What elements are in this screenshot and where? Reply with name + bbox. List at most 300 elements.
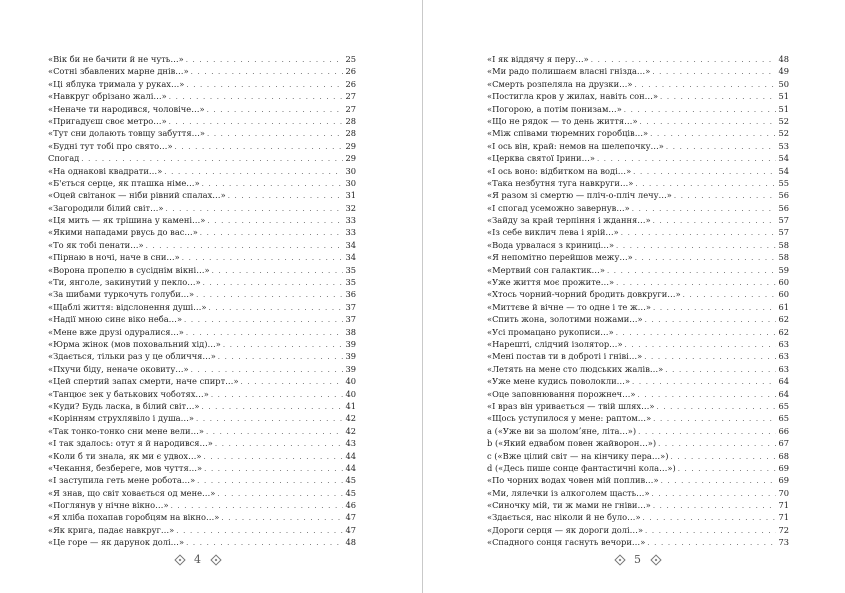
dot-leader [653,500,776,512]
toc-entry-page: 41 [345,400,356,411]
toc-entry-title: «Вік би не бачити й не чуть…» [48,54,184,64]
dot-leader [638,389,777,401]
toc-entry-title: «Пригадуєш своє метро…» [48,115,167,126]
toc-entry-title: b («Який едвабом повен жайворон…») [487,438,657,449]
toc-entry-title: «Ти, янголе, закинутий у пекло…» [48,277,201,288]
toc-entry-page: 31 [345,190,356,201]
dot-leader [645,525,776,537]
toc-entry-title: «І як віддячу я перу…» [487,54,589,64]
toc-entry-page: 40 [345,376,356,387]
dot-leader [683,289,776,301]
toc-entry [48,375,356,387]
toc-entry-title: «Спить жона, золотими ножами…» [487,314,643,325]
dot-leader [206,426,343,438]
toc-entry-title: «Навкруг обрізано жалі…» [48,91,167,102]
toc-entry-page: 42 [345,425,356,436]
toc-entry-title: «Неначе ти народився, чоловіче…» [48,103,205,114]
toc-entry [487,412,789,424]
toc-entry-page: 57 [778,227,789,238]
toc-entry-page: 52 [778,115,789,126]
dot-leader [184,314,343,326]
dot-leader [621,227,776,239]
toc-entry [48,499,356,511]
toc-entry-page: 47 [345,512,356,523]
dot-leader [656,401,776,413]
toc-entry-title: «І так здалось: отут я й народився…» [48,438,213,449]
toc-entry-page: 44 [345,450,356,461]
toc-entry-title: «І враз він уривається — твій шлях…» [487,400,655,411]
toc-entry-page: 60 [778,289,789,300]
diamond-ornament-icon [175,555,184,564]
toc-entry [487,177,789,189]
toc-entry-page: 27 [345,91,356,102]
dot-leader [207,215,343,227]
toc-entry-page: 61 [778,301,789,312]
toc-entry-page: 48 [778,54,789,64]
dot-leader [241,376,343,388]
toc-entry [48,487,356,499]
toc-entry-title: «Синочку мій, ти ж мами не гніви…» [487,500,651,511]
toc-entry-title: «Між співами тюремних горобців…» [487,128,649,139]
toc-entry-title: «Дороги серця — як дороги долі…» [487,524,644,535]
dot-leader [633,166,776,178]
toc-entry-title: a («Уже ви за шоломʼяне, літа…») [487,425,637,436]
toc-entry [48,536,356,548]
toc-entry [48,53,356,65]
toc-entry-title: «По чорних водах човен мій поплив…» [487,475,659,486]
page-number: 5 [634,553,641,566]
toc-entry-page: 70 [778,487,789,498]
toc-entry-page: 39 [345,338,356,349]
toc-entry-page: 29 [345,140,356,151]
toc-entry [48,90,356,102]
dot-leader [607,265,776,277]
toc-entry-page: 39 [345,351,356,362]
toc-entry-page: 54 [778,165,789,176]
toc-entry-title: «І заступила геть мене робота…» [48,475,196,486]
toc-entry-page: 73 [778,537,789,548]
toc-list-left [48,53,356,549]
toc-entry-title: «Нарешті, слідчий ізолятор…» [487,338,623,349]
toc-entry [48,152,356,164]
toc-entry-page: 67 [778,438,789,449]
toc-entry [487,214,789,226]
toc-entry-page: 47 [345,524,356,535]
toc-entry [48,313,356,325]
toc-entry [48,338,356,350]
dot-leader [661,475,776,487]
toc-entry-title: «Ці яблука тримала у руках…» [48,78,185,89]
toc-entry [487,140,789,152]
dot-leader [196,413,343,425]
toc-entry-page: 62 [778,314,789,325]
dot-leader [211,389,343,401]
toc-entry-title: «Поглянув у нічне вікно…» [48,500,169,511]
dot-leader [653,413,776,425]
toc-entry-title: «Я хліба похапав горобцям на вікно…» [48,512,220,523]
toc-entry-page: 34 [345,239,356,250]
toc-entry-page: 54 [778,153,789,164]
toc-entry-page: 28 [345,115,356,126]
toc-entry-page: 59 [778,264,789,275]
toc-entry-title: «Мені постав ти в доброті і гніві…» [487,351,643,362]
toc-entry-page: 45 [345,475,356,486]
dot-leader [647,537,776,549]
toc-entry-page: 65 [778,400,789,411]
toc-entry-title: «Зайду за край терпіння і ждання…» [487,215,651,226]
toc-entry-page: 62 [778,326,789,337]
toc-entry [487,90,789,102]
toc-entry-page: 63 [778,363,789,374]
dot-leader [645,314,776,326]
toc-entry [48,65,356,77]
dot-leader [197,475,343,487]
dot-leader [638,426,776,438]
toc-entry [48,276,356,288]
toc-entry [487,165,789,177]
toc-entry-title: «Оцей світанок — ніби рівний спалах…» [48,190,226,201]
toc-entry [48,388,356,400]
toc-entry-title: «Летять на мене сто людських жалів…» [487,363,664,374]
toc-entry [48,127,356,139]
dot-leader [653,302,776,314]
toc-entry-title: «Я знав, що світ ховається од мене…» [48,487,216,498]
toc-entry-page: 60 [778,277,789,288]
toc-entry-title: «Я разом зі смертю — пліч-о-пліч лечу…» [487,190,672,201]
toc-entry [48,301,356,313]
toc-entry [487,239,789,251]
toc-entry [487,450,789,462]
toc-entry-title: «Щось уступилося у мене: раптом…» [487,413,652,424]
dot-leader [223,339,343,351]
toc-entry [487,338,789,350]
dot-leader [616,327,776,339]
toc-list-right [487,53,789,549]
toc-entry [48,524,356,536]
dot-leader [640,116,776,128]
toc-entry [487,226,789,238]
dot-leader [203,451,343,463]
toc-entry-title: «Щаблі життя: відслонення душі…» [48,301,207,312]
toc-entry-page: 37 [345,301,356,312]
toc-entry [487,53,789,65]
toc-entry-page: 40 [345,388,356,399]
toc-entry-page: 51 [778,91,789,102]
page-number-left [175,553,220,566]
dot-leader [217,488,343,500]
toc-entry [487,462,789,474]
toc-entry-page: 34 [345,252,356,263]
toc-entry-title: «Хтось чорний-чорний бродить довкруги…» [487,289,681,300]
toc-entry-page: 26 [345,66,356,77]
dot-leader [207,104,343,116]
toc-entry [487,78,789,90]
dot-leader [632,203,776,215]
toc-entry [48,165,356,177]
toc-entry-page: 27 [345,103,356,114]
toc-entry [48,264,356,276]
dot-leader [644,351,776,363]
diamond-ornament-icon [615,555,624,564]
toc-entry-title: «Вода урвалася з криниці…» [487,239,615,250]
dot-leader [652,488,776,500]
toc-entry-title: «За шибами туркочуть голуби…» [48,289,195,300]
dot-leader [191,66,343,78]
toc-entry-page: 35 [345,264,356,275]
toc-entry [48,140,356,152]
toc-entry [487,326,789,338]
toc-entry [487,251,789,263]
toc-entry [487,202,789,214]
toc-entry-page: 71 [778,512,789,523]
toc-entry-page: 30 [345,165,356,176]
toc-entry-title: «Здається, тільки раз у це обличчя…» [48,351,216,362]
toc-entry-title: «Спадного сонця гаснуть вечори…» [487,537,646,548]
dot-leader [678,463,776,475]
toc-entry-page: 72 [778,524,789,535]
toc-entry-page: 71 [778,500,789,511]
toc-entry [48,326,356,338]
dot-leader [670,451,776,463]
dot-leader [228,190,343,202]
toc-entry-page: 58 [778,239,789,250]
toc-entry [487,350,789,362]
toc-entry-title: «Із себе виклич лева і ярій…» [487,227,619,238]
toc-entry-title: «Постигла кров у жилах, навіть сон…» [487,91,659,102]
dot-leader [215,438,343,450]
toc-entry [48,450,356,462]
dot-leader [207,128,343,140]
toc-entry-title: «І ось він, край: немов на шелепочку…» [487,140,664,151]
toc-entry [48,177,356,189]
toc-entry-page: 36 [345,289,356,300]
toc-entry-page: 68 [778,450,789,461]
toc-entry-page: 50 [778,78,789,89]
toc-entry [487,301,789,313]
toc-entry-title: d («Десь пише сонце фантастичні кола…») [487,462,676,473]
toc-entry-title: «Корінням струхлявіло і душа…» [48,413,194,424]
diamond-ornament-icon [211,555,220,564]
dot-leader [625,339,776,351]
toc-entry-title: «Пхучи біду, неначе оковиту…» [48,363,189,374]
toc-entry-title: «Уже життя моє прожите…» [487,277,615,288]
toc-entry-title: «Юрма жінок (мов поховальний хід)…» [48,338,221,349]
toc-entry-title: «Церква святої Ірини…» [487,153,595,164]
dot-leader [196,289,343,301]
left-page [0,0,422,593]
dot-leader [200,227,343,239]
toc-entry-title: «Що не рядок — то день життя…» [487,115,638,126]
toc-entry-title: «Мертвий сон галактик…» [487,264,605,275]
toc-entry [48,363,356,375]
toc-entry [48,437,356,449]
toc-entry-title: «Куди? Будь ласка, в білий світ…» [48,400,200,411]
toc-entry-title: «Смерть розпеляла на друзки…» [487,78,633,89]
toc-entry [48,226,356,238]
toc-entry-title: «То як тобі пенати…» [48,239,144,250]
toc-entry-page: 49 [778,66,789,77]
dot-leader [624,104,776,116]
toc-entry-title: «Надії мною синє віко неба…» [48,314,183,325]
dot-leader [632,376,776,388]
toc-entry [48,103,356,115]
toc-entry-title: «Тут сни долають товщу забуття…» [48,128,205,139]
toc-entry-page: 58 [778,252,789,263]
toc-entry-title: «Погорою, а потім понизам…» [487,103,622,114]
toc-entry-title: «Як крига, падає навкруг…» [48,524,175,535]
toc-entry-page: 28 [345,128,356,139]
toc-entry [487,103,789,115]
toc-entry-title: Спогад [48,153,80,164]
toc-entry [487,127,789,139]
toc-entry [487,288,789,300]
toc-entry-title: «Миттєве й вічне — то одне і те ж…» [487,301,651,312]
toc-entry [487,499,789,511]
toc-entry-page: 69 [778,462,789,473]
toc-entry-page: 35 [345,277,356,288]
dot-leader [221,512,343,524]
toc-entry [487,189,789,201]
toc-entry-title: «На однакові квадрати…» [48,165,163,176]
dot-leader [203,277,343,289]
toc-entry [48,202,356,214]
toc-entry-page: 53 [778,140,789,151]
toc-entry-page: 25 [345,54,356,64]
dot-leader [186,54,343,66]
toc-entry [48,350,356,362]
toc-entry [48,251,356,263]
dot-leader [658,438,776,450]
dot-leader [650,128,776,140]
toc-entry [48,288,356,300]
toc-entry [487,363,789,375]
toc-entry-page: 44 [345,462,356,473]
toc-entry-title: c («Вже цілий світ — на кінчику пера…») [487,450,669,461]
toc-entry [487,437,789,449]
dot-leader [204,463,343,475]
dot-leader [643,512,776,524]
dot-leader [674,190,776,202]
dot-leader [652,66,776,78]
toc-entry-title: «Уже мене кудись поволокли…» [487,376,631,387]
toc-entry-title: «Будні тут тобі про свято…» [48,140,173,151]
toc-entry-page: 33 [345,227,356,238]
toc-entry [487,524,789,536]
toc-entry-page: 32 [345,202,356,213]
toc-entry-page: 42 [345,413,356,424]
dot-leader [218,351,343,363]
toc-entry [487,536,789,548]
toc-entry-page: 55 [778,177,789,188]
toc-entry [487,400,789,412]
dot-leader [186,537,343,549]
dot-leader [660,91,776,103]
page-number: 4 [194,553,201,566]
dot-leader [175,141,343,153]
toc-entry-title: «Усі промацано рукописи…» [487,326,614,337]
toc-entry [487,65,789,77]
toc-entry [487,425,789,437]
toc-entry-page: 33 [345,215,356,226]
toc-entry-title: «Оце заповнювання порожнеч…» [487,388,636,399]
toc-entry-page: 51 [778,103,789,114]
dot-leader [176,525,343,537]
right-page [423,0,845,593]
dot-leader [635,252,776,264]
toc-entry [487,152,789,164]
dot-leader [186,79,343,91]
toc-entry [48,78,356,90]
toc-entry-title: «Якими нападами рвусь до вас…» [48,227,198,238]
diamond-ornament-icon [651,555,660,564]
toc-entry-title: «Танцює зек у батькових чоботях…» [48,388,209,399]
toc-entry-page: 63 [778,338,789,349]
toc-entry-title: «Я непомітно перейшов межу…» [487,252,633,263]
page-number-right [615,553,660,566]
toc-entry [487,474,789,486]
dot-leader [209,302,343,314]
toc-entry-title: «Ця мить — як трішина у камені…» [48,215,206,226]
toc-entry-title: «Так тонко-тонко сни мене вели…» [48,425,204,436]
toc-entry-title: «Загородили білий світ…» [48,202,164,213]
toc-entry-page: 64 [778,388,789,399]
toc-entry-page: 46 [345,500,356,511]
toc-entry-page: 52 [778,128,789,139]
toc-entry [487,313,789,325]
toc-entry-title: «Мене вже друзі одуралися…» [48,326,184,337]
toc-entry [48,239,356,251]
toc-entry-page: 39 [345,363,356,374]
dot-leader [665,364,776,376]
toc-entry-page: 56 [778,202,789,213]
toc-entry-page: 66 [778,425,789,436]
toc-entry-page: 48 [345,537,356,548]
toc-entry [487,276,789,288]
toc-entry [48,412,356,424]
toc-entry-page: 65 [778,413,789,424]
toc-entry-title: «Ми, лялечки із алкоголем щасть…» [487,487,650,498]
toc-entry-page: 45 [345,487,356,498]
toc-entry-page: 69 [778,475,789,486]
toc-entry-title: «Цей спертий запах смерти, наче спирт…» [48,376,239,387]
toc-entry [48,115,356,127]
toc-entry-title: «Пірнаю в ночі, наче в сни…» [48,252,180,263]
toc-entry [48,214,356,226]
toc-entry [487,375,789,387]
dot-leader [212,265,343,277]
toc-entry [48,462,356,474]
toc-entry [487,115,789,127]
toc-entry-title: «Ворона пропелю в сусіднім вікні…» [48,264,210,275]
toc-entry [487,264,789,276]
toc-entry-title: «Чекання, безбереге, мов чуття…» [48,462,203,473]
toc-entry-title: «Ми радо полишаєм власні гнізда…» [487,66,651,77]
toc-entry-page: 56 [778,190,789,201]
toc-entry-page: 63 [778,351,789,362]
toc-entry-title: «Така незбутня туга навкруги…» [487,177,634,188]
toc-entry-title: «Б'ється серце, як пташка німе…» [48,177,200,188]
dot-leader [666,141,776,153]
toc-entry [487,487,789,499]
toc-entry [48,189,356,201]
toc-entry-page: 30 [345,177,356,188]
toc-entry-page: 26 [345,78,356,89]
toc-entry-page: 29 [345,153,356,164]
dot-leader [616,240,776,252]
toc-entry [48,400,356,412]
toc-entry-title: «Це горе — як дарунок долі…» [48,537,185,548]
toc-entry [48,474,356,486]
